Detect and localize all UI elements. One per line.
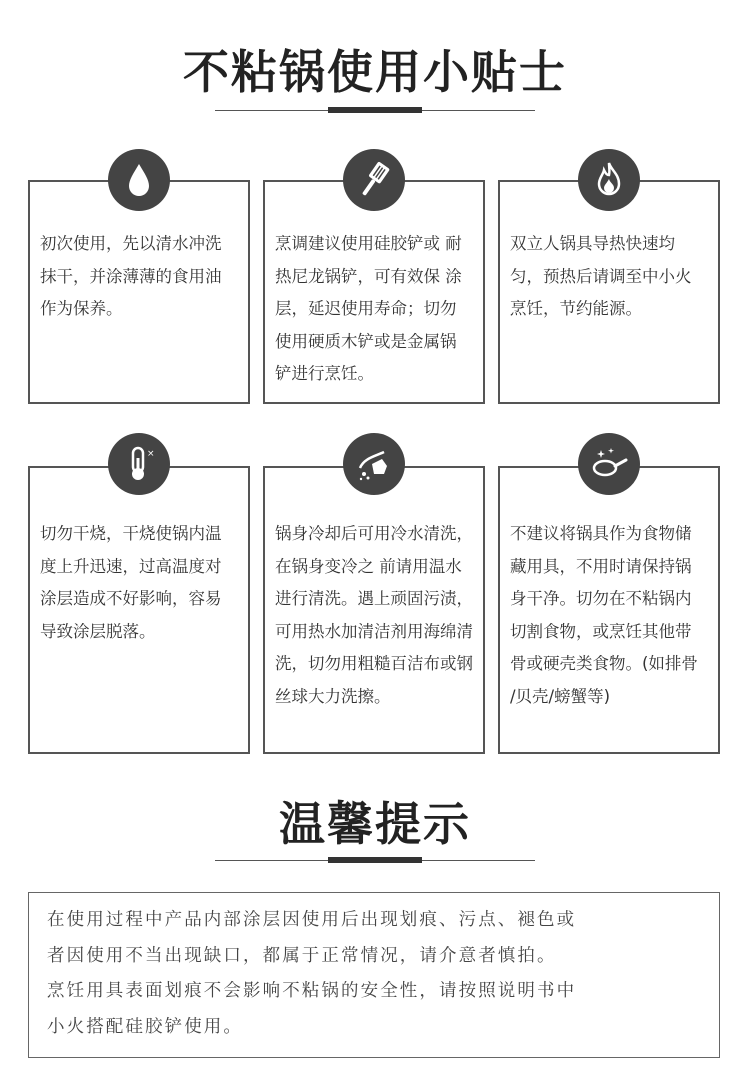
tip-card-utensils bbox=[263, 180, 485, 404]
notice-box bbox=[28, 892, 720, 1058]
thermometer-icon bbox=[108, 433, 170, 495]
notice-title: 温馨提示 bbox=[279, 797, 471, 851]
tip-card-heating bbox=[498, 180, 720, 404]
notice-text: 在使用过程中产品内部涂层因使用后出现划痕、污点、褪色或 者因使用不当出现缺口，都属于正常情况，请介意者慎拍。 烹饪用具表面划痕不会影响不粘锅的安全性，请按照说明书中 小火搭配硅胶铲使用。 bbox=[47, 910, 577, 1037]
tip-text: 切勿干烧，干烧使锅内温 度上升迅速，过高温度对 涂层造成不好影响，容易 导致涂层脱落。 bbox=[40, 524, 222, 641]
flame-icon bbox=[578, 149, 640, 211]
tip-text: 锅身冷却后可用冷水清洗， 在锅身变冷之 前请用温水 进行清洗。遇上顽固污渍， 可用热水加清洁剂用海绵清 洗，切勿用粗糙百洁布或钢 丝球大力洗擦。 bbox=[275, 524, 473, 706]
water-drop-icon bbox=[108, 149, 170, 211]
title-divider-accent bbox=[328, 107, 422, 113]
tip-card-storage bbox=[498, 466, 720, 754]
svg-text:×: × bbox=[147, 449, 155, 459]
tip-card-first-use bbox=[28, 180, 250, 404]
washing-icon bbox=[343, 433, 405, 495]
tip-text: 初次使用，先以清水冲洗 抹干，并涂薄薄的食用油 作为保养。 bbox=[40, 234, 222, 318]
tip-card-cleaning bbox=[263, 466, 485, 754]
tip-card-no-dry-heating bbox=[28, 466, 250, 754]
page-title: 不粘锅使用小贴士 bbox=[183, 45, 567, 99]
pan-icon bbox=[578, 433, 640, 495]
tip-text: 烹调建议使用硅胶铲或 耐 热尼龙锅铲，可有效保 涂 层，延迟使用寿命；切勿 使用硬质木铲或是金属锅 铲进行烹饪。 bbox=[275, 234, 462, 383]
spatula-icon bbox=[343, 149, 405, 211]
tip-text: 双立人锅具导热快速均 匀，预热后请调至中小火 烹饪，节约能源。 bbox=[510, 234, 692, 318]
tip-text: 不建议将锅具作为食物储 藏用具，不用时请保持锅 身干净。切勿在不粘锅内 切割食物，或烹饪其他带 骨或硬壳类食物。(如排骨 /贝壳/螃蟹等) bbox=[510, 524, 698, 706]
notice-divider-accent bbox=[328, 857, 422, 863]
